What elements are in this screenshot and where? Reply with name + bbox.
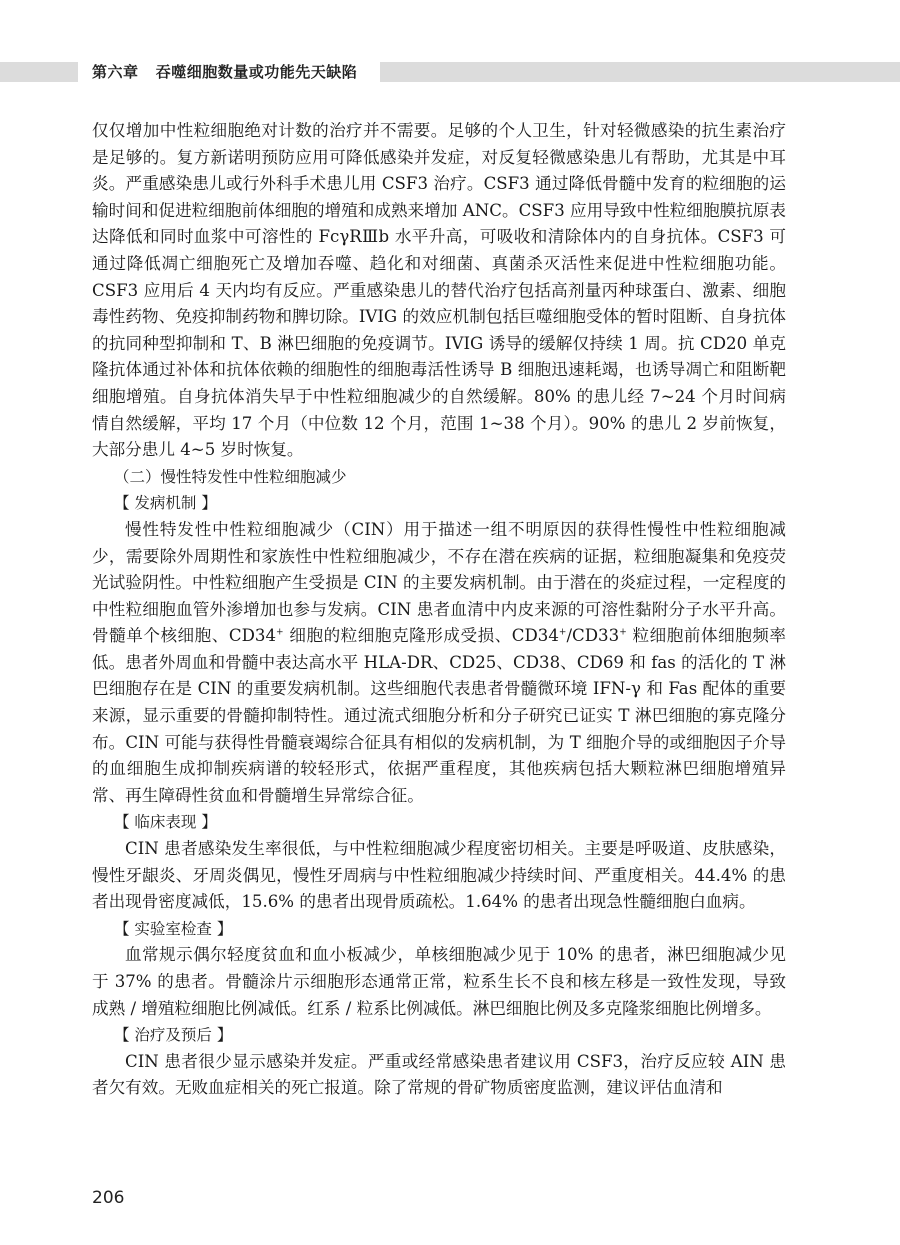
paragraph-pathogenesis: 慢性特发性中性粒细胞减少（CIN）用于描述一组不明原因的获得性慢性中性粒细胞减少，需要除外周期性和家族性中性粒细胞减少，不存在潜在疾病的证据，粒细胞凝集和免疫荧光试验阴性。中性粒细胞产生受损是 CIN 的主要发病机制。由于潜在的炎症过程，一定程度的中性粒细胞血管外渗增加也参与发病。CIN 患者血清中内皮来源的可溶性黏附分子水平升高。骨髓单个核细胞、CD34+ 细胞的粒细胞克隆形成受损、CD34+/CD33+ 粒细胞前体细胞频率低。患者外周血和骨髓中表达高水平 HLA-DR、CD25、CD38、CD69 和 fas 的活化的 T 淋巴细胞存在是 CIN 的重要发病机制。这些细胞代表患者骨髓微环境 IFN-γ 和 Fas 配体的重要来源，显示重要的骨髓抑制特性。通过流式细胞分析和分子研究已证实 T 淋巴细胞的寡克隆分布。CIN 可能与获得性骨髓衰竭综合征具有相似的发病机制，为 T 细胞介导的或细胞因子介导的血细胞生成抑制疾病谱的较轻形式，依据严重程度，其他疾病包括大颗粒淋巴细胞增殖异常、再生障碍性贫血和骨髓增生异常综合征。 [92, 519, 787, 805]
section-heading-cin: （二）慢性特发性中性粒细胞减少 [114, 467, 347, 486]
subheading-treatment: 【 治疗及预后 】 [114, 1026, 233, 1045]
paragraph-clinical: CIN 患者感染发生率很低，与中性粒细胞减少程度密切相关。主要是呼吸道、皮肤感染，慢性牙龈炎、牙周炎偶见，慢性牙周病与中性粒细胞减少持续时间、严重度相关。44.4% 的患者出现骨密度减低，15.6% 的患者出现骨质疏松。1.64% 的患者出现急性髓细胞白血病。 [92, 839, 786, 912]
superscript-plus: + [276, 627, 284, 638]
superscript-plus: + [619, 627, 627, 638]
chapter-title: 第六章 吞噬细胞数量或功能先天缺陷 [92, 63, 358, 81]
page-number: 206 [92, 1188, 125, 1208]
subheading-pathogenesis: 【 发病机制 】 [114, 494, 217, 513]
paragraph-treatment: CIN 患者很少显示感染并发症。严重或经常感染患者建议用 CSF3，治疗反应较 AIN 患者欠有效。无败血症相关的死亡报道。除了常规的骨矿物质密度监测，建议评估血清和 [92, 1051, 786, 1098]
header-bar-right [380, 62, 900, 82]
superscript-plus: + [558, 627, 567, 638]
subheading-lab: 【 实验室检查 】 [114, 919, 233, 938]
paragraph-treatment-continued: 仅仅增加中性粒细胞绝对计数的治疗并不需要。足够的个人卫生，针对轻微感染的抗生素治疗是足够的。复方新诺明预防应用可降低感染并发症，对反复轻微感染患儿有帮助，尤其是中耳炎。严重感染患儿或行外科手术患儿用 CSF3 治疗。CSF3 通过降低骨髓中发育的粒细胞的运输时间和促进粒细胞前体细胞的增殖和成熟来增加 ANC。CSF3 应用导致中性粒细胞膜抗原表达降低和同时血浆中可溶性的 FcγRⅢb 水平升高，可吸收和清除体内的自身抗体。CSF3 可通过降低凋亡细胞死亡及增加吞噬、趋化和对细菌、真菌杀灭活性来促进中性粒细胞功能。CSF3 应用后 4 天内均有反应。严重感染患儿的替代治疗包括高剂量丙种球蛋白、激素、细胞毒性药物、免疫抑制药物和脾切除。IVIG 的效应机制包括巨噬细胞受体的暂时阻断、自身抗体的抗同种型抑制和 T、B 淋巴细胞的免疫调节。IVIG 诱导的缓解仅持续 1 周。抗 CD20 单克隆抗体通过补体和抗体依赖的细胞性的细胞毒活性诱导 B 细胞迅速耗竭，也诱导凋亡和阻断靶细胞增殖。自身抗体消失早于中性粒细胞减少的自然缓解。80% 的患儿经 7~24 个月时间病情自然缓解，平均 17 个月（中位数 12 个月，范围 1~38 个月）。90% 的患儿 2 岁前恢复，大部分患儿 4~5 岁时恢复。 [92, 121, 786, 460]
page-body [92, 118, 786, 1102]
running-header [0, 62, 900, 82]
subheading-clinical: 【 临床表现 】 [114, 813, 217, 832]
header-bar-left [0, 62, 78, 82]
paragraph-lab: 血常规示偶尔轻度贫血和血小板减少，单核细胞减少见于 10% 的患者，淋巴细胞减少见于 37% 的患者。骨髓涂片示细胞形态通常正常，粒系生长不良和核左移是一致性发现，导致成熟 / 增殖粒细胞比例减低。红系 / 粒系比例减低。淋巴细胞比例及多克隆浆细胞比例增多。 [92, 945, 786, 1018]
